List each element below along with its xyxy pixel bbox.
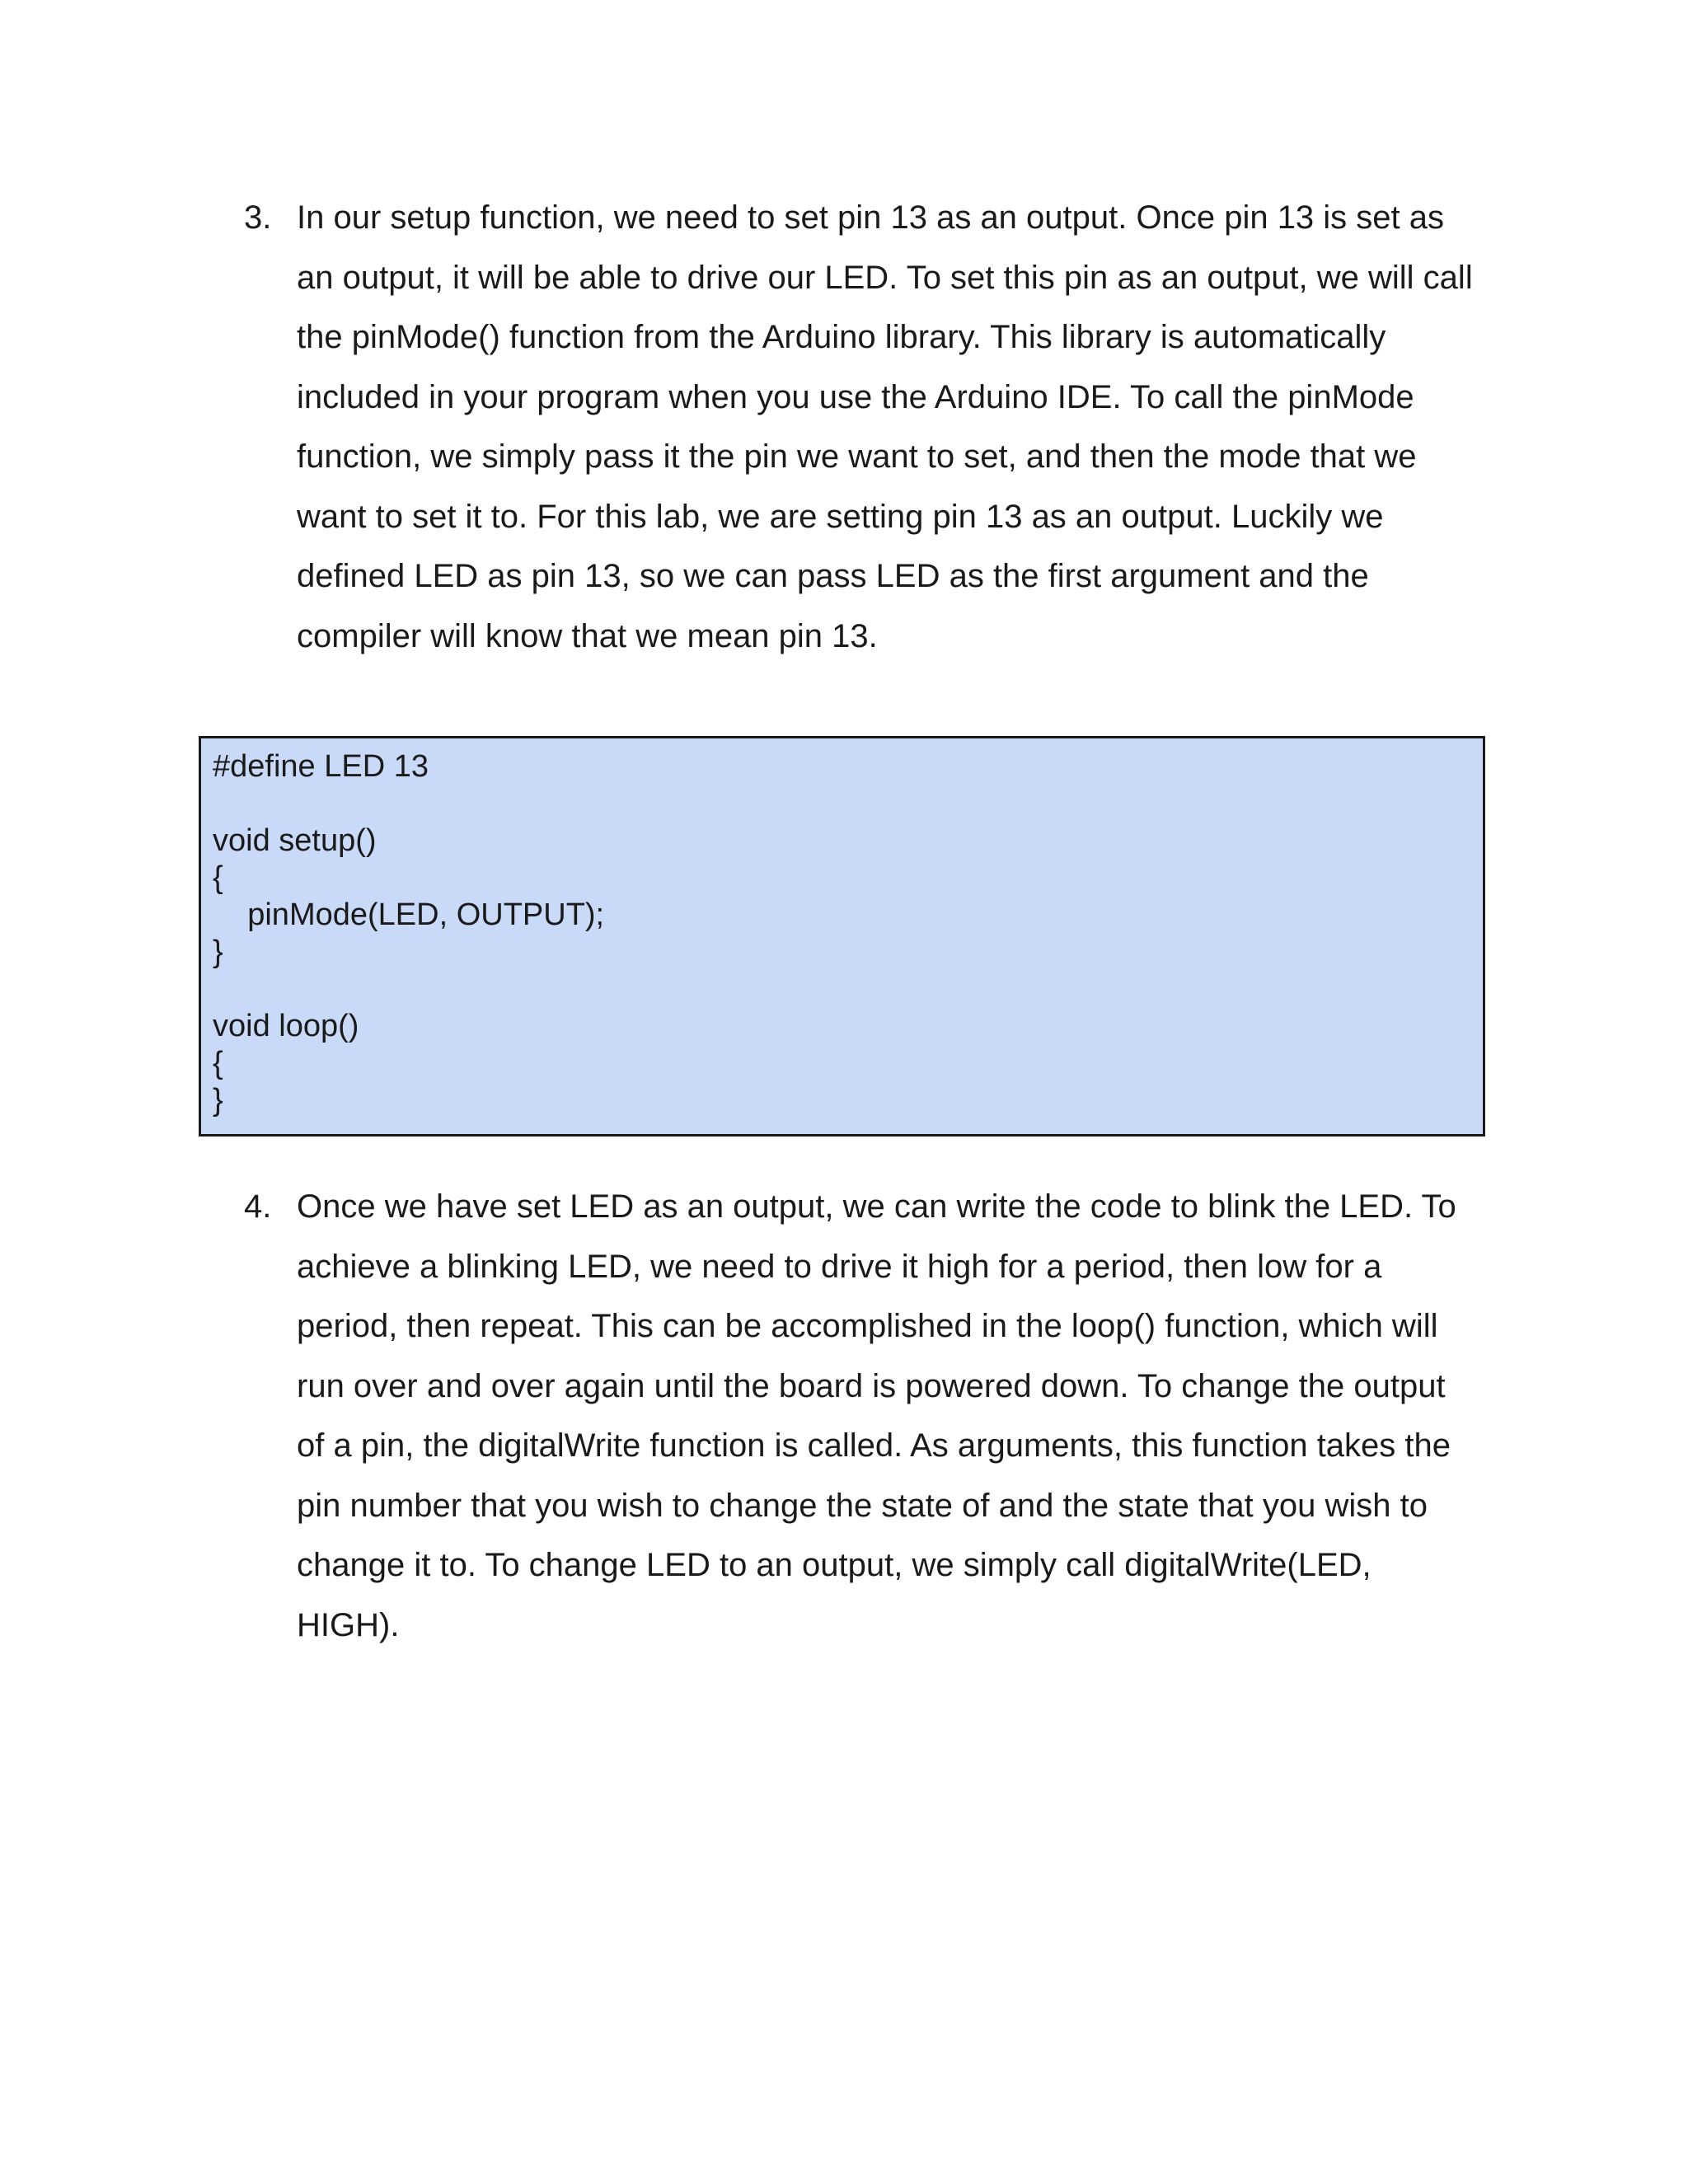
paragraph-line: achieve a blinking LED, we need to drive it high for a period, then low for a xyxy=(297,1248,1382,1285)
code-line: pinMode(LED, OUTPUT); xyxy=(213,898,605,932)
paragraph-line: of a pin, the digitalWrite function is called. As arguments, this function takes the xyxy=(297,1427,1451,1464)
list-item-4 xyxy=(244,1177,1497,1655)
code-line: } xyxy=(213,935,223,969)
list-number: 4. xyxy=(244,1188,272,1225)
paragraph-line: pin number that you wish to change the state of and the state that you wish to xyxy=(297,1487,1428,1524)
paragraph-line: In our setup function, we need to set pin 13 as an output. Once pin 13 is set as xyxy=(297,199,1445,236)
list-item-text xyxy=(297,1177,1688,1655)
code-line: } xyxy=(213,1083,223,1118)
paragraph-line: want to set it to. For this lab, we are setting pin 13 as an output. Luckily we xyxy=(297,498,1384,535)
code-line: void loop() xyxy=(213,1009,359,1043)
list-item-text xyxy=(297,188,1688,666)
paragraph-line: defined LED as pin 13, so we can pass LED as the first argument and the xyxy=(297,558,1369,594)
paragraph-line: an output, it will be able to drive our LED. To set this pin as an output, we will call xyxy=(297,259,1473,296)
paragraph-line: change it to. To change LED to an output, we simply call digitalWrite(LED, xyxy=(297,1547,1372,1583)
code-line: void setup() xyxy=(213,823,377,858)
paragraph-line: the pinMode() function from the Arduino library. This library is automatically xyxy=(297,319,1386,355)
code-block xyxy=(199,736,1485,1137)
paragraph-line: included in your program when you use the Arduino IDE. To call the pinMode xyxy=(297,378,1414,415)
list-number: 3. xyxy=(244,199,272,236)
paragraph-line: compiler will know that we mean pin 13. xyxy=(297,617,878,654)
paragraph-line: Once we have set LED as an output, we can write the code to blink the LED. To xyxy=(297,1188,1456,1225)
code-line: #define LED 13 xyxy=(213,749,429,784)
paragraph-line: function, we simply pass it the pin we want to set, and then the mode that we xyxy=(297,438,1417,475)
code-line: { xyxy=(213,860,223,895)
paragraph-line: run over and over again until the board is powered down. To change the output xyxy=(297,1367,1446,1404)
list-item-3 xyxy=(244,188,1497,666)
code-line: { xyxy=(213,1046,223,1080)
paragraph-line: HIGH). xyxy=(297,1606,400,1643)
paragraph-line: period, then repeat. This can be accomplished in the loop() function, which will xyxy=(297,1308,1438,1344)
